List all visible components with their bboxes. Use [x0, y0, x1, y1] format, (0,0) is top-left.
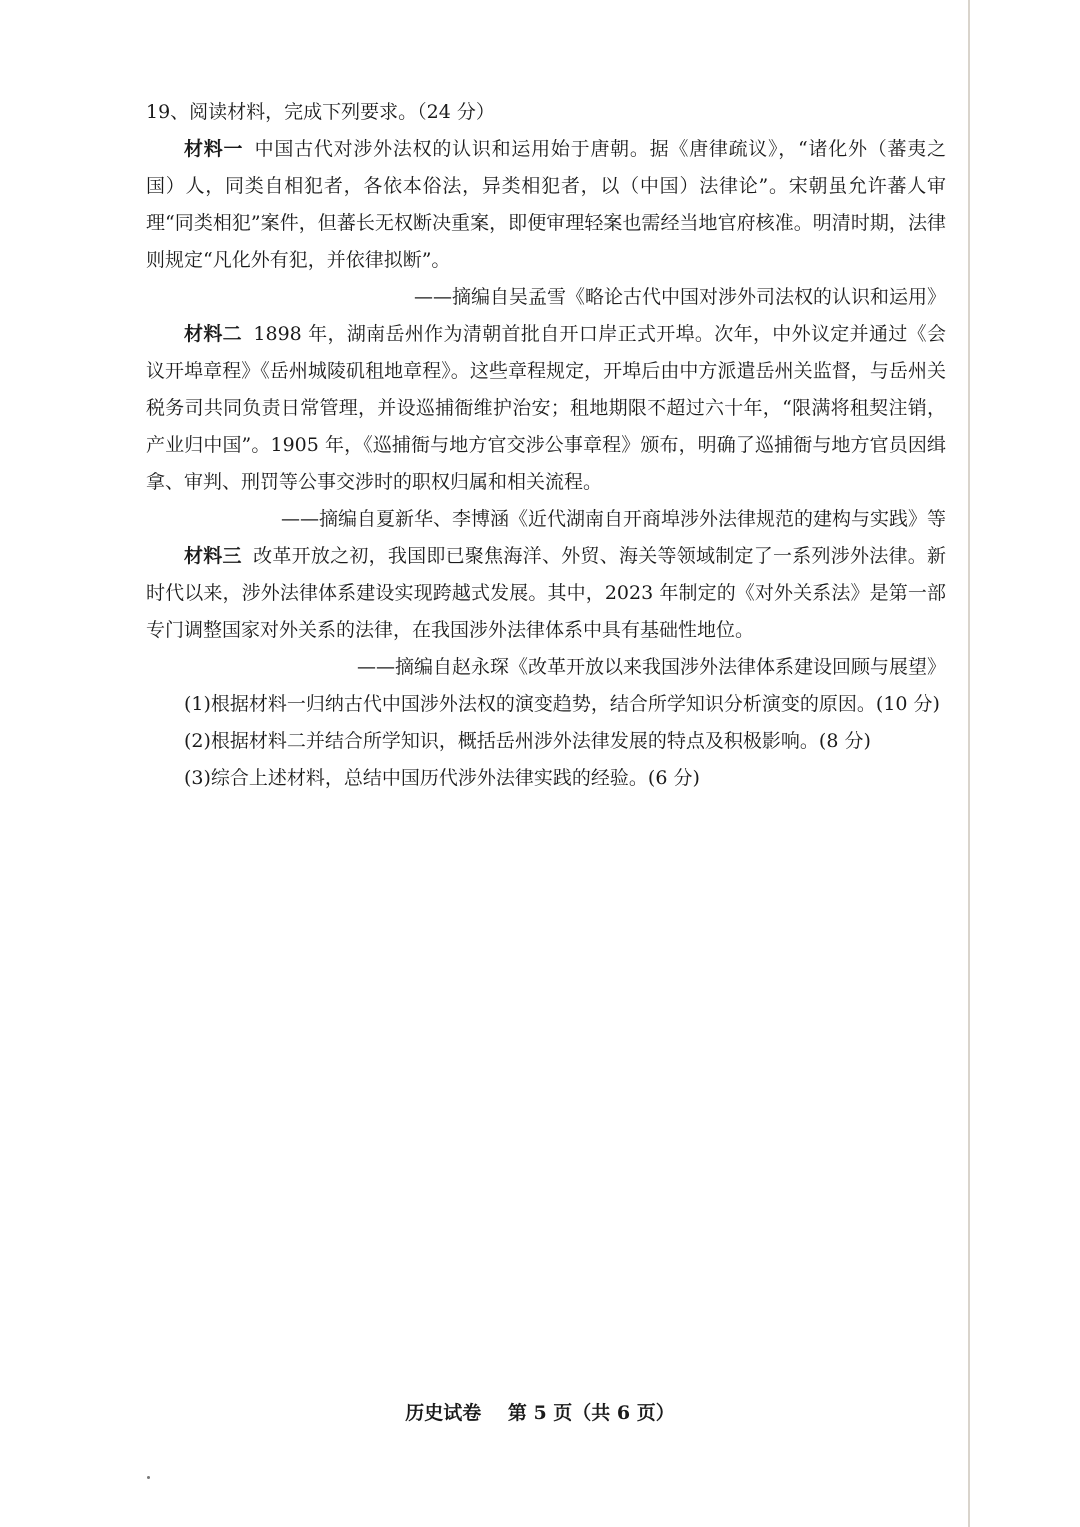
footer-page-number: 第 5 页（共 6 页） [507, 1402, 675, 1424]
page-footer [0, 1398, 1080, 1425]
sub-question-3: (3)综合上述材料，总结中国历代涉外法律实践的经验。(6 分) [184, 767, 700, 789]
material-1-source: ——摘编自吴孟雪《略论古代中国对涉外司法权的认识和运用》 [413, 286, 946, 308]
sub-questions [146, 686, 946, 797]
material-1-text: 中国古代对涉外法权的认识和运用始于唐朝。据《唐律疏议》，“诸化外（蕃夷之国）人，同类自相犯者，各依本俗法，异类相犯者，以（中国）法律论”。宋朝虽允许蕃人审理“同类相犯”案件，但蕃长无权断决重案，即便审理轻案也需经当地官府核准。明清时期，法律则规定“凡化外有犯，并依律拟断”。 [146, 138, 946, 271]
material-2-text: 1898 年，湖南岳州作为清朝首批自开口岸正式开埠。次年，中外议定并通过《会议开埠章程》《岳州城陵矶租地章程》。这些章程规定，开埠后由中方派遣岳州关监督，与岳州关税务司共同负责日常管理，并设巡捕衙维护治安；租地期限不超过六十年，“限满将租契注销，产业归中国”。1905 年，《巡捕衙与地方官交涉公事章程》颁布，明确了巡捕衙与地方官员因缉拿、审判、刑罚等公事交涉时的职权归属和相关流程。 [146, 323, 946, 493]
material-2 [146, 316, 946, 501]
material-3-source: ——摘编自赵永琛《改革开放以来我国涉外法律体系建设回顾与展望》 [356, 656, 946, 678]
scan-speck [147, 1476, 150, 1479]
material-3 [146, 538, 946, 649]
page-edge-line [968, 0, 970, 1527]
material-1 [146, 131, 946, 279]
material-3-label: 材料三 [184, 545, 242, 567]
sub-question-1: (1)根据材料一归纳古代中国涉外法权的演变趋势，结合所学知识分析演变的原因。(10 分) [184, 693, 940, 715]
material-2-label: 材料二 [184, 323, 243, 345]
footer-subject: 历史试卷 [405, 1402, 482, 1424]
material-2-source: ——摘编自夏新华、李博涵《近代湖南自开商埠涉外法律规范的建构与实践》等 [280, 508, 946, 530]
material-1-label: 材料一 [184, 138, 244, 160]
question-19 [146, 94, 946, 797]
question-title: 19、阅读材料，完成下列要求。（24 分） [146, 101, 495, 123]
sub-question-2: (2)根据材料二并结合所学知识，概括岳州涉外法律发展的特点及积极影响。(8 分) [184, 730, 871, 752]
material-3-text: 改革开放之初，我国即已聚焦海洋、外贸、海关等领域制定了一系列涉外法律。新时代以来，涉外法律体系建设实现跨越式发展。其中，2023 年制定的《对外关系法》是第一部专门调整国家对外关系的法律，在我国涉外法律体系中具有基础性地位。 [146, 545, 946, 641]
